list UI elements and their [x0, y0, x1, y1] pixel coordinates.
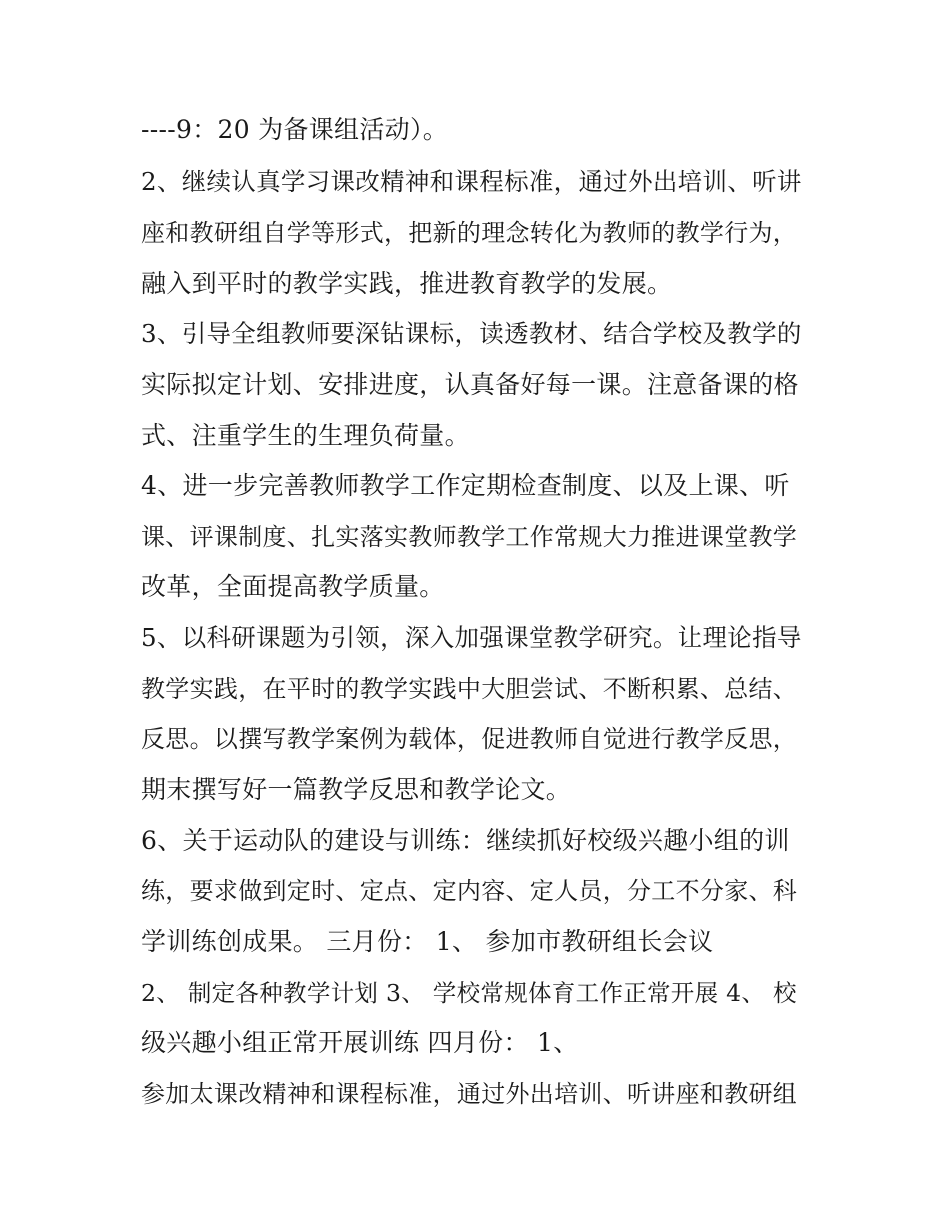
- text-line: 级兴趣小组正常开展训练 四月份： 1、: [141, 1028, 579, 1057]
- text-line: 期末撰写好一篇教学反思和教学论文。: [141, 775, 572, 804]
- text-line: 6、关于运动队的建设与训练：继续抓好校级兴趣小组的训: [141, 826, 790, 855]
- text-line: 座和教研组自学等形式，把新的理念转化为教师的教学行为，: [141, 219, 798, 247]
- text-line: 反思。以撰写教学案例为载体，促进教师自觉进行教学反思，: [141, 725, 798, 753]
- text-line: 课、评课制度、扎实落实教师教学工作常规大力推进课堂教学: [141, 523, 798, 551]
- text-line: 式、注重学生的生理负荷量。: [141, 421, 470, 450]
- text-line: 练，要求做到定时、定点、定内容、定人员，分工不分家、科: [141, 877, 798, 905]
- text-line: ----9：20 为备课组活动）。: [141, 115, 449, 144]
- text-line: 教学实践，在平时的教学实践中大胆尝试、不断积累、总结、: [141, 675, 798, 703]
- text-line: 参加太课改精神和课程标准，通过外出培训、听讲座和教研组: [141, 1080, 798, 1108]
- text-line: 5、以科研课题为引领，深入加强课堂教学研究。让理论指导: [141, 623, 802, 652]
- text-line: 融入到平时的教学实践，推进教育教学的发展。: [141, 269, 673, 298]
- text-line: 3、引导全组教师要深钻课标，读透教材、结合学校及教学的: [141, 319, 802, 348]
- text-line: 改革，全面提高教学质量。: [141, 572, 445, 601]
- text-line: 4、进一步完善教师教学工作定期检查制度、以及上课、听: [141, 471, 790, 500]
- text-line: 实际拟定计划、安排进度，认真备好每一课。注意备课的格: [141, 370, 799, 399]
- text-line: 2、 制定各种教学计划 3、 学校常规体育工作正常开展 4、 校: [141, 979, 797, 1007]
- text-line: 学训练创成果。 三月份： 1、 参加市教研组长会议: [141, 927, 714, 956]
- text-line: 2、继续认真学习课改精神和课程标准，通过外出培训、听讲: [141, 167, 802, 196]
